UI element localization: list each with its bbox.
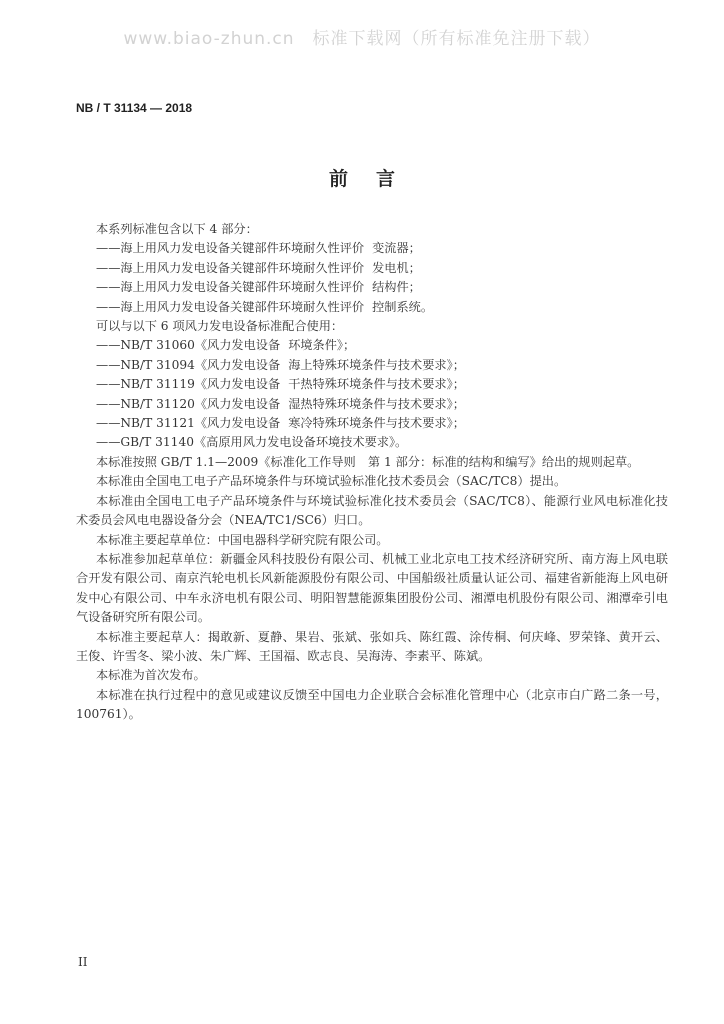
page-folio: II xyxy=(78,955,88,969)
series-part-1 xyxy=(76,239,668,258)
page-title: 前言 xyxy=(328,168,423,190)
series-part-3 xyxy=(76,278,668,297)
related-standard-6 xyxy=(76,433,668,452)
main-drafter-unit-paragraph: 本标准主要起草单位：中国电器科学研究院有限公司。 xyxy=(96,532,389,547)
related-standard-item: 干热特殊环境条件与技术要求》； xyxy=(288,377,465,392)
series-part-name: ——海上用风力发电设备关键部件环境耐久性评价 xyxy=(96,299,365,314)
related-standard-item: 环境条件》； xyxy=(288,338,356,353)
related-standard-name: ——NB/T 31119《风力发电设备 xyxy=(96,377,281,392)
participating-units-paragraph: 本标准参加起草单位：新疆金风科技股份有限公司、机械工业北京电工技术经济研究所、南方海上风电联合开发有限公司、南京汽轮电机长风新能源股份有限公司、中国船级社质量认证公司、福建省新能海上风电研发中心有限公司、中车永济电机有限公司、明阳智慧能源集团股份公司、湘潭电机股份有限公司、湘潭牵引电气设备研究所有限公司。 xyxy=(76,551,668,625)
series-part-2 xyxy=(76,259,668,278)
related-standard-name: ——NB/T 31121《风力发电设备 xyxy=(96,416,281,431)
feedback-paragraph: 本标准在执行过程中的意见或建议反馈至中国电力企业联合会标准化管理中心（北京市白广路二条一号，100761）。 xyxy=(76,687,668,722)
series-part-name: ——海上用风力发电设备关键部件环境耐久性评价 xyxy=(96,260,365,275)
series-part-4 xyxy=(76,298,668,317)
drafting-rule-paragraph: 本标准按照 GB/T 1.1—2009《标准化工作导则 第 1 部分：标准的结构和编写》给出的规则起草。 xyxy=(96,454,640,469)
related-standard-item: 海上特殊环境条件与技术要求》； xyxy=(288,357,465,372)
related-standard-name: ——NB/T 31094《风力发电设备 xyxy=(96,357,281,372)
watermark: www.biao-zhun.cn 标准下载网（所有标准免注册下载） xyxy=(123,29,601,49)
series-part-item: 结构件； xyxy=(372,280,421,295)
main-drafters-paragraph: 本标准主要起草人：揭敢新、夏静、果岩、张斌、张如兵、陈红霞、涂传桐、何庆峰、罗荣锋、黄开云、王俊、许雪冬、梁小波、朱广辉、王国福、欧志良、吴海涛、李素平、陈斌。 xyxy=(76,629,668,663)
related-standard-3 xyxy=(76,375,668,394)
proposed-by-paragraph: 本标准由全国电工电子产品环境条件与环境试验标准化技术委员会（SAC/TC8）提出。 xyxy=(96,474,567,489)
preface-body xyxy=(76,220,668,725)
series-intro: 本系列标准包含以下 4 部分： xyxy=(96,222,258,236)
related-standard-item: 寒冷特殊环境条件与技术要求》； xyxy=(288,416,465,431)
related-standard-name: ——NB/T 31120《风力发电设备 xyxy=(96,396,281,411)
related-standard-name: ——GB/T 31140《高原用风力发电设备环境技术要求》。 xyxy=(96,435,408,450)
series-part-item: 变流器； xyxy=(372,241,421,256)
series-part-item: 控制系统。 xyxy=(372,299,434,314)
related-standard-name: ——NB/T 31060《风力发电设备 xyxy=(96,338,281,353)
managed-by-paragraph: 本标准由全国电工电子产品环境条件与环境试验标准化技术委员会（SAC/TC8）、能源行业风电标准化技术委员会风电电器设备分会（NEA/TC1/SC6）归口。 xyxy=(76,493,668,528)
first-release-paragraph: 本标准为首次发布。 xyxy=(96,668,206,683)
related-standard-1 xyxy=(76,336,668,355)
related-standard-5 xyxy=(76,414,668,433)
series-part-name: ——海上用风力发电设备关键部件环境耐久性评价 xyxy=(96,241,365,256)
document-number: NB / T 31134 — 2018 xyxy=(76,101,193,115)
series-part-item: 发电机； xyxy=(372,260,421,275)
related-standard-2 xyxy=(76,356,668,375)
related-standard-item: 湿热特殊环境条件与技术要求》； xyxy=(288,396,465,411)
series-part-name: ——海上用风力发电设备关键部件环境耐久性评价 xyxy=(96,280,365,295)
related-intro: 可以与以下 6 项风力发电设备标准配合使用： xyxy=(96,319,344,334)
related-standard-4 xyxy=(76,395,668,414)
